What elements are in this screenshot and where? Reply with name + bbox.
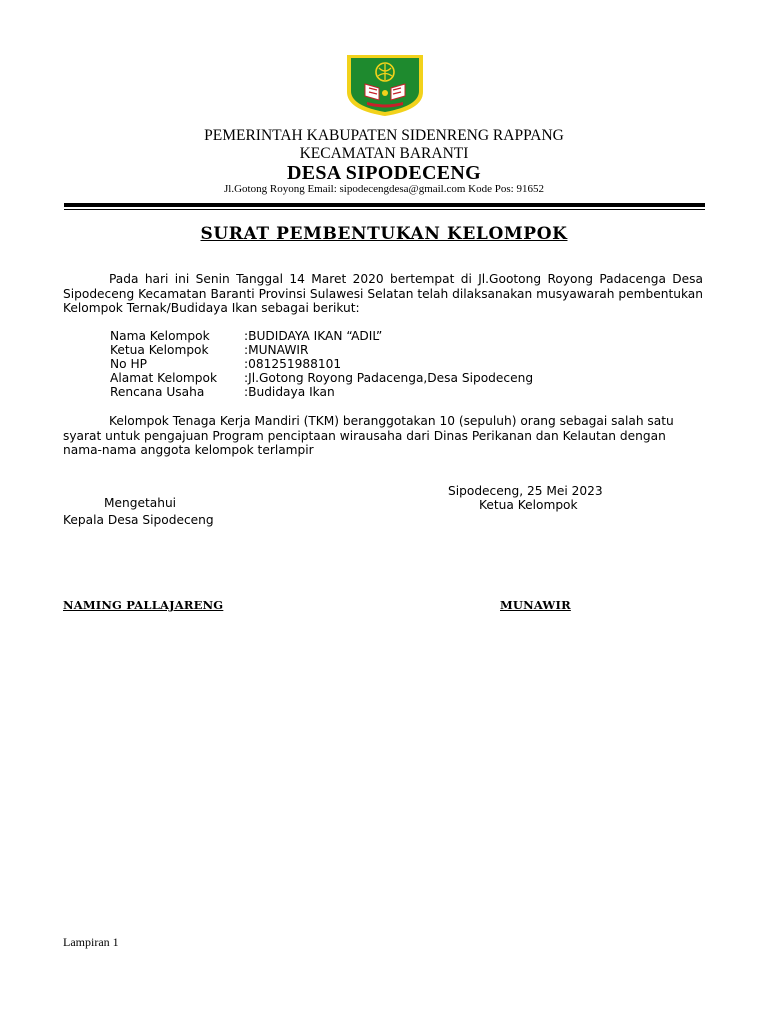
field-value: :MUNAWIR [244,343,309,357]
field-phone [110,357,341,372]
field-label: Nama Kelompok [110,329,210,343]
acknowledged-label: Mengetahui [104,496,177,510]
group-leader-title: Ketua Kelompok [479,498,578,512]
group-leader-name: MUNAWIR [500,598,571,612]
district-line: KECAMATAN BARANTI [299,145,469,162]
letter-title: SURAT PEMBENTUKAN KELOMPOK [200,224,568,244]
field-label: No HP [110,357,147,371]
field-value: :Budidaya Ikan [244,385,335,399]
field-group-address [110,371,533,386]
field-label: Rencana Usaha [110,385,205,399]
membership-paragraph: Kelompok Tenaga Kerja Mandiri (TKM) beranggotakan 10 (sepuluh) orang sebagai salah satu syarat untuk pengajuan Program penciptaan wirausaha dari Dinas Perikanan dan Kelautan dengan nama-nama anggota kelompok terlampir [63,414,674,457]
field-label: Ketua Kelompok [110,343,209,357]
field-group-name [110,329,382,344]
opening-paragraph: Pada hari ini Senin Tanggal 14 Maret 2020 bertempat di Jl.Gootong Royong Padacenga Desa Sipodeceng Kecamatan Baranti Provinsi Sulawesi Selatan telah dilaksanakan musyawarah pembentukan Kelompok Ternak/Budidaya Ikan sebagai berikut: [63,272,703,315]
field-business-plan [110,385,335,400]
regency-crest-icon [343,52,427,118]
header-divider-thick [64,203,705,207]
field-value: :Jl.Gotong Royong Padacenga,Desa Sipodeceng [244,371,534,385]
address-line: Jl.Gotong Royong Email: sipodecengdesa@gmail.com Kode Pos: 91652 [224,183,544,195]
field-value: :BUDIDAYA IKAN “ADIL” [244,329,383,343]
field-value: :081251988101 [244,357,342,371]
attachment-label: Lampiran 1 [63,935,119,949]
place-date: Sipodeceng, 25 Mei 2023 [448,484,603,498]
field-label: Alamat Kelompok [110,371,218,385]
village-head-name: NAMING PALLAJARENG [63,598,224,612]
village-name: DESA SIPODECENG [287,162,481,184]
government-line: PEMERINTAH KABUPATEN SIDENRENG RAPPANG [204,127,564,144]
header-divider-thin [64,209,705,210]
field-group-leader [110,343,308,358]
village-head-title: Kepala Desa Sipodeceng [63,513,214,527]
